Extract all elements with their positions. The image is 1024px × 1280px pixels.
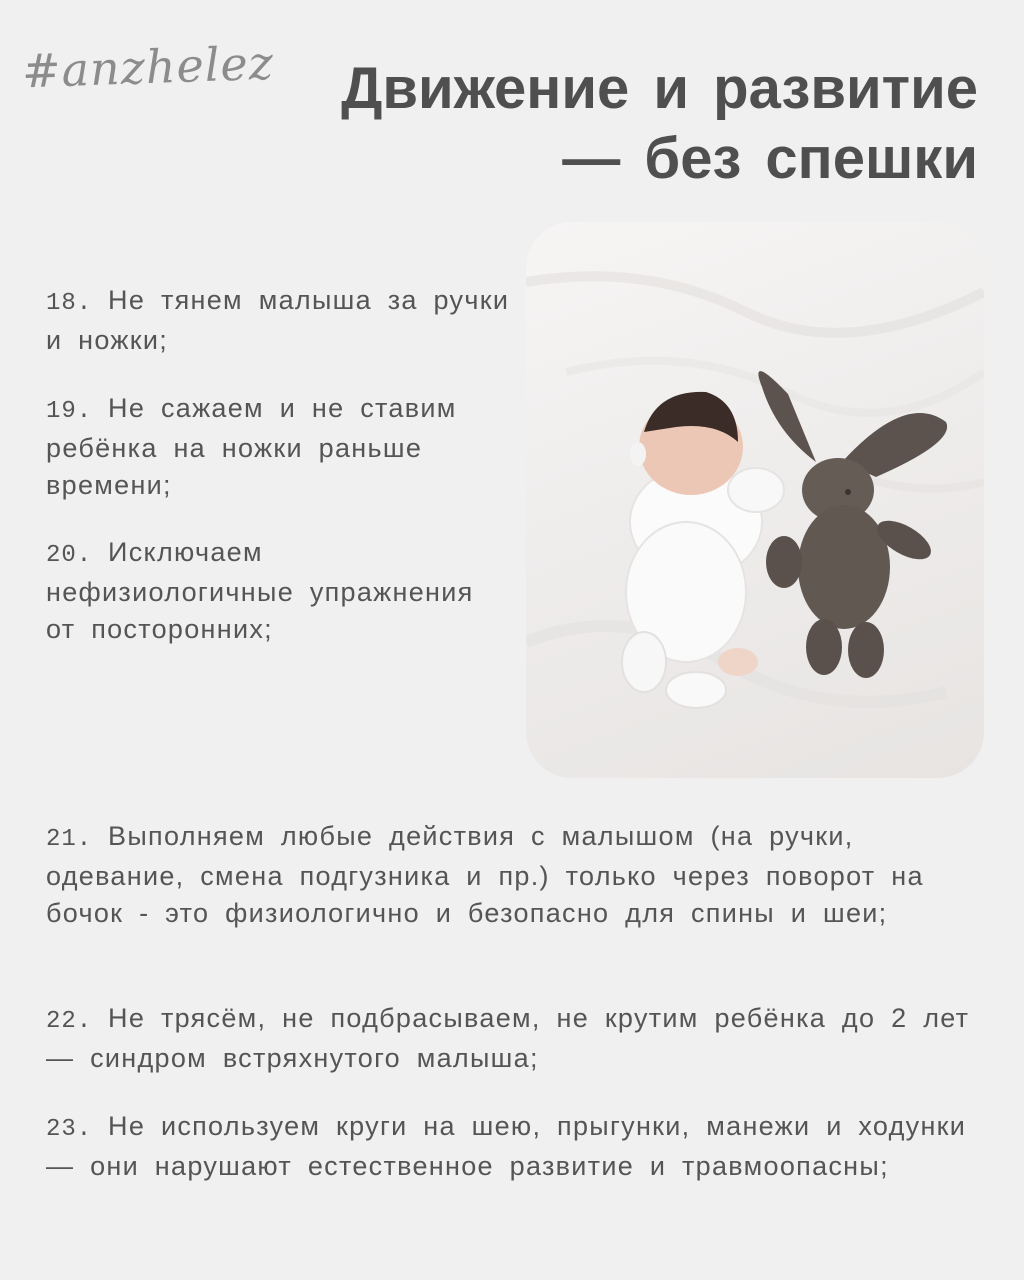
list-item [46,1000,976,1077]
list-item [46,390,516,504]
page-title [341,54,978,194]
list-item [46,534,516,648]
baby-bunny-photo [526,222,984,778]
list-item [46,282,516,359]
item-text: Не сажаем и не ставим ребёнка на ножки раньше времени; [46,393,457,500]
item-text: Исключаем нефизиологичные упражнения от посторонних; [46,537,474,644]
item-number: 20. [46,542,93,569]
photo-illustration [526,222,984,778]
item-number: 19. [46,398,93,425]
list-item [46,818,976,932]
item-number: 22. [46,1008,93,1035]
hashtag-signature: #anzhelez [21,35,275,99]
item-text: Не трясём, не подбрасываем, не крутим ребёнка до 2 лет — синдром встряхнутого малыша; [46,1003,970,1073]
item-number: 23. [46,1116,93,1143]
item-number: 18. [46,290,93,317]
title-line-1: Движение и развитие [341,56,978,121]
item-text: Не тянем малыша за ручки и ножки; [46,285,510,355]
title-line-2: — без спешки [562,126,978,191]
item-text: Не используем круги на шею, прыгунки, манежи и ходунки — они нарушают естественное развитие и травмоопасны; [46,1111,967,1181]
list-item [46,1108,976,1185]
item-text: Выполняем любые действия с малышом (на ручки, одевание, смена подгузника и пр.) только через поворот на бочок - это физиологично и безопасно для спины и шеи; [46,821,924,928]
item-number: 21. [46,826,93,853]
